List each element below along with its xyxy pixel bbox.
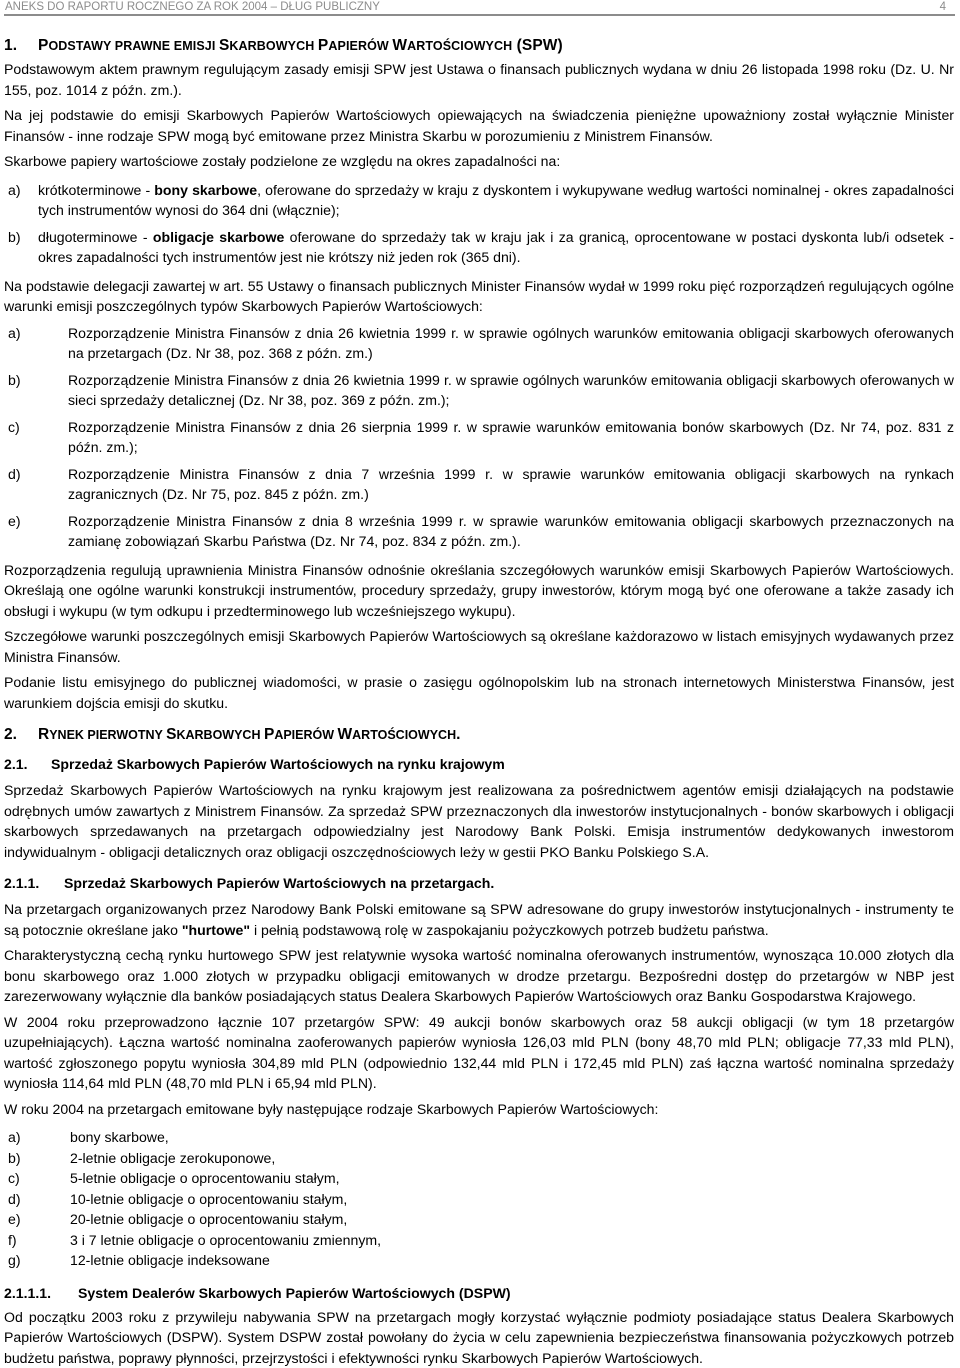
section-2-heading [4, 724, 954, 746]
list-label: c) [4, 1168, 70, 1189]
subsection-2-1-1-1-heading [4, 1283, 954, 1303]
paragraph: Na jej podstawie do emisji Skarbowych Papierów Wartościowych opiewających na świadczenia pieniężne upoważniony został wyłącznie Minister Finansów - inne rodzaje SPW mogą być emitowane przez Ministra Skarbu w porozumieniu z Ministrem Finansów. [4, 105, 954, 146]
paragraph [4, 899, 954, 940]
list-item [4, 464, 954, 505]
list-text [38, 180, 954, 221]
text-run: krótkoterminowe - [38, 182, 154, 198]
list-label: a) [4, 1127, 70, 1148]
heading-part: KARBOWYCH [176, 728, 264, 742]
list-label: d) [4, 464, 68, 505]
list-item [4, 511, 954, 552]
list-text: Rozporządzenie Ministra Finansów z dnia 26 sierpnia 1999 r. w sprawie warunków emitowania bonów skarbowych (Dz. Nr 74, poz. 831 z późn. zm.); [68, 417, 954, 458]
list-item [4, 1189, 954, 1210]
list-item [4, 370, 954, 411]
section-1-heading [4, 35, 954, 57]
list-item [4, 227, 954, 268]
subsection-2-1-heading [4, 754, 954, 774]
subsection-title: System Dealerów Skarbowych Papierów Wartościowych (DSPW) [78, 1285, 511, 1301]
list-label: d) [4, 1189, 70, 1210]
heading-part: KARBOWYCH [229, 39, 318, 53]
text-run: oferowane do sprzedaży tak w kraju jak i za granicą, oprocentowane w postaci dyskonta lub/i odsetek - okres zapadalności tych instrumentów jest nie krótszy niż jeden rok (365 dni). [38, 229, 954, 266]
heading-part: APIERÓW [328, 39, 392, 53]
heading-part: R [38, 726, 49, 743]
heading-part: S [166, 726, 176, 743]
list-item [4, 1250, 954, 1271]
list-item [4, 180, 954, 221]
list-text: 3 i 7 letnie obligacje o oprocentowaniu zmiennym, [70, 1230, 954, 1251]
subsection-number: 2.1.1. [4, 873, 64, 893]
list-text: Rozporządzenie Ministra Finansów z dnia 8 września 1999 r. w sprawie warunków emitowania obligacji skarbowych przeznaczonych na zamianę zobowiązań Skarbu Państwa (Dz. Nr 74, poz. 834 z późn. zm.). [68, 511, 954, 552]
text-run: , oferowane do sprzedaży w kraju z dyskontem i wykupywane według wartości nominalnej - okres zapadalności tych instrumentów wynosi do 364 dni (włącznie); [38, 182, 954, 219]
list-text: 2-letnie obligacje zerokuponowe, [70, 1148, 954, 1169]
header-title: ANEKS DO RAPORTU ROCZNEGO ZA ROK 2004 – DŁUG PUBLICZNY [5, 0, 380, 14]
paragraph: Od początku 2003 roku z przywileju nabywania SPW na przetargach mogły korzystać wyłącznie podmioty posiadające status Dealera Skarbowych Papierów Wartościowych (DSPW). System DSPW został powołany do życia w celu zapewnienia bezpieczeństwa finansowania pożyczkowych potrzeb budżetu państwa, poprawy płynności, przejrzystości i efektywności rynku Skarbowych Papierów Wartościowych. [4, 1307, 954, 1368]
heading-part: ARTOŚCIOWYCH [352, 728, 456, 742]
text-run: Na przetargach organizowanych przez Narodowy Bank Polski emitowane są SPW adresowane do grupy inwestorów instytucjonalnych - instrumenty te są potocznie określane jako [4, 901, 954, 938]
maturity-types-list [4, 180, 954, 268]
paragraph: Na podstawie delegacji zawartej w art. 55 Ustawy o finansach publicznych Minister Finansów wydał w 1999 roku pięć rozporządzeń regulujących ogólne warunki emisji poszczególnych typów Skarbowych Papierów Wartościowych: [4, 276, 954, 317]
heading-part: (SPW) [512, 37, 563, 54]
list-text: 12-letnie obligacje indeksowane [70, 1250, 954, 1271]
paragraph: Rozporządzenia regulują uprawnienia Ministra Finansów odnośnie określania szczegółowych warunków emisji Skarbowych Papierów Wartościowych. Określają one ogólne warunki konstrukcji instrumentów, procedury sprzedaży, grupy inwestorów, którym mogą być one oferowane a także zasady ich obsługi i wykupu (w tym odkupu i przedterminowego lub wcześniejszego wykupu). [4, 560, 954, 622]
list-text [38, 227, 954, 268]
subsection-2-1-1-heading [4, 873, 954, 893]
heading-part: S [219, 37, 229, 54]
heading-part: P [38, 37, 48, 54]
heading-part: . [456, 726, 460, 743]
paragraph: Szczegółowe warunki poszczególnych emisji Skarbowych Papierów Wartościowych są określane każdorazowo w listach emisyjnych wydawanych przez Ministra Finansów. [4, 626, 954, 667]
list-label: c) [4, 417, 68, 458]
heading-part: W [392, 37, 407, 54]
heading-part: ODSTAWY PRAWNE EMISJI [48, 39, 219, 53]
subsection-number: 2.1.1.1. [4, 1283, 78, 1303]
list-label: e) [4, 511, 68, 552]
paragraph: Charakterystyczną cechą rynku hurtowego SPW jest relatywnie wysoka wartość nominalna oferowanych instrumentów, wynosząca 10.000 złotych dla bonu skarbowego oraz 1.000 złotych w przypadku obligacji emitowanych w drodze przetargu. Bezpośredni dostęp do przetargów w NBP jest zarezerwowany wyłącznie dla banków posiadających status Dealera Skarbowych Papierów Wartościowych oraz Banku Gospodarstwa Krajowego. [4, 945, 954, 1007]
list-label: a) [4, 323, 68, 364]
section-2-number: 2. [4, 724, 38, 746]
paragraph: W roku 2004 na przetargach emitowane były następujące rodzaje Skarbowych Papierów Wartościowych: [4, 1099, 954, 1120]
list-label: f) [4, 1230, 70, 1251]
bold-term: bony skarbowe [154, 182, 257, 198]
list-text: 20-letnie obligacje o oprocentowaniu stałym, [70, 1209, 954, 1230]
heading-part: APIERÓW [274, 728, 337, 742]
list-text: 5-letnie obligacje o oprocentowaniu stałym, [70, 1168, 954, 1189]
paragraph: Skarbowe papiery wartościowe zostały podzielone ze względu na okres zapadalności na: [4, 151, 954, 172]
paragraph: Podstawowym aktem prawnym regulującym zasady emisji SPW jest Ustawa o finansach publicznych wydana w dniu 26 listopada 1998 roku (Dz. U. Nr 155, poz. 1014 z późn. zm.). [4, 59, 954, 100]
heading-part: ARTOŚCIOWYCH [407, 39, 512, 53]
bold-term: obligacje skarbowe [153, 229, 284, 245]
subsection-title: Sprzedaż Skarbowych Papierów Wartościowych na przetargach. [64, 875, 494, 891]
list-text: Rozporządzenie Ministra Finansów z dnia 26 kwietnia 1999 r. w sprawie ogólnych warunków emitowania obligacji skarbowych oferowanych na przetargach (Dz. Nr 38, poz. 368 z późn. zm.) [68, 323, 954, 364]
heading-part: P [318, 37, 328, 54]
text-run: długoterminowe - [38, 229, 153, 245]
list-item [4, 1209, 954, 1230]
list-label: b) [4, 227, 38, 268]
instrument-kinds-list [4, 1127, 954, 1271]
list-text: Rozporządzenie Ministra Finansów z dnia 26 kwietnia 1999 r. w sprawie ogólnych warunków emitowania obligacji skarbowych oferowanych w sieci sprzedaży detalicznej (Dz. Nr 38, poz. 369 z późn. zm.); [68, 370, 954, 411]
list-label: a) [4, 180, 38, 221]
subsection-number: 2.1. [4, 754, 51, 774]
list-label: b) [4, 1148, 70, 1169]
list-label: e) [4, 1209, 70, 1230]
list-item [4, 323, 954, 364]
heading-part: P [264, 726, 274, 743]
heading-part: YNEK PIERWOTNY [49, 728, 166, 742]
paragraph: Sprzedaż Skarbowych Papierów Wartościowych na rynku krajowym jest realizowana za pośrednictwem agentów emisji działających na podstawie odrębnych umów zawartych z Ministrem Finansów. Za sprzedaż SPW przeznaczonych dla inwestorów instytucjonalnych - bonów skarbowych i obligacji skarbowych sprzedawanych na przetargach odpowiedzialny jest Narodowy Bank Polski. Emisja instrumentów dedykowanych inwestorom indywidualnym - obligacji detalicznych oraz obligacji oszczędnościowych leży w gestii PKO Banku Polskiego S.A. [4, 780, 954, 862]
list-item [4, 1127, 954, 1148]
list-item [4, 1168, 954, 1189]
list-label: g) [4, 1250, 70, 1271]
list-text: Rozporządzenie Ministra Finansów z dnia 7 września 1999 r. w sprawie warunków emitowania obligacji skarbowych na rynkach zagranicznych (Dz. Nr 75, poz. 845 z późn. zm.) [68, 464, 954, 505]
list-item [4, 1148, 954, 1169]
list-text: 10-letnie obligacje o oprocentowaniu stałym, [70, 1189, 954, 1210]
subsection-title: Sprzedaż Skarbowych Papierów Wartościowych na rynku krajowym [51, 756, 505, 772]
list-text: bony skarbowe, [70, 1127, 954, 1148]
heading-part: W [338, 726, 353, 743]
paragraph: Podanie listu emisyjnego do publicznej wiadomości, w prasie o zasięgu ogólnopolskim lub na stronach internetowych Ministerstwa Finansów, jest warunkiem dojścia emisji do skutku. [4, 672, 954, 713]
section-1-number: 1. [4, 35, 38, 57]
text-run: i pełnią podstawową rolę w zaspokajaniu pożyczkowych potrzeb budżetu państwa. [250, 922, 769, 938]
header-rule [4, 14, 955, 16]
page-content [4, 35, 954, 1368]
paragraph: W 2004 roku przeprowadzono łącznie 107 przetargów SPW: 49 aukcji bonów skarbowych oraz 58 aukcji obligacji (w tym 18 przetargów uzupełniających). Łączna wartość nominalna zaoferowanych papierów wyniosła 126,03 mld PLN (bony 48,70 mld PLN; obligacje 77,33 mld PLN), wartość zgłoszonego popytu wyniosła 304,89 mld PLN (odpowiednio 132,44 mld PLN i 172,45 mld PLN) zaś łączna wartość nominalna sprzedaży wyniosła 114,64 mld PLN (48,70 mld PLN i 65,94 mld PLN). [4, 1012, 954, 1094]
bold-term: "hurtowe" [182, 922, 250, 938]
page-number: 4 [940, 0, 946, 14]
running-header [0, 0, 960, 18]
list-label: b) [4, 370, 68, 411]
regulations-list [4, 323, 954, 552]
list-item [4, 1230, 954, 1251]
list-item [4, 417, 954, 458]
